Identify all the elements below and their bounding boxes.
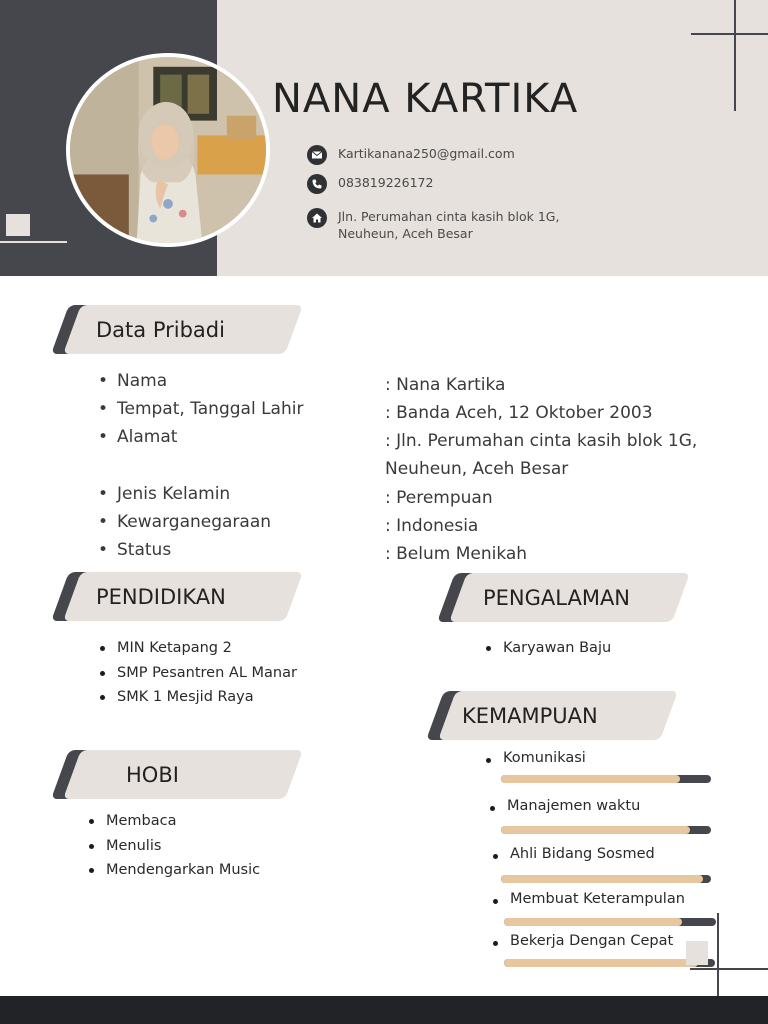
phone-text: 083819226172: [338, 175, 434, 190]
section-heading-kemampuan: [435, 691, 669, 740]
data-pribadi-heading: Data Pribadi: [96, 317, 225, 342]
decorative-crosshair-vertical: [734, 0, 736, 111]
section-heading-hobi: [60, 750, 294, 799]
phone-icon: [307, 174, 327, 194]
skill-bar-fill: [501, 875, 703, 883]
experience-list: [484, 636, 611, 661]
decorative-crosshair-horizontal: [691, 33, 768, 35]
pendidikan-heading: PENDIDIKAN: [96, 584, 226, 609]
personal-label: Tempat, Tanggal Lahir: [117, 399, 304, 419]
list-item: Membaca: [87, 809, 260, 834]
personal-value: : Nana Kartika: [385, 375, 506, 395]
envelope-icon: [307, 145, 327, 165]
home-icon: [307, 208, 327, 228]
skill-bar-fill: [501, 826, 690, 834]
skill-bar: [504, 918, 716, 926]
list-item: Menulis: [87, 834, 260, 859]
skill-bar: [501, 875, 711, 883]
personal-row-ttl: • Tempat, Tanggal Lahir : Banda Aceh, 12 Oktober 2003: [98, 399, 705, 427]
address-line-2: Neuheun, Aceh Besar: [338, 226, 473, 241]
skill-bar: [501, 775, 711, 783]
personal-label: Nama: [117, 371, 168, 391]
section-heading-pengalaman: [446, 573, 681, 622]
list-item: Karyawan Baju: [484, 636, 611, 661]
skill-name: Ahli Bidang Sosmed: [491, 846, 655, 862]
kemampuan-heading: KEMAMPUAN: [462, 703, 598, 728]
personal-row-status: • Status : Belum Menikah: [98, 540, 705, 568]
contact-email: [307, 145, 515, 165]
personal-value: : Belum Menikah: [385, 544, 528, 564]
list-item: Mendengarkan Music: [87, 858, 260, 883]
personal-label: Jenis Kelamin: [117, 484, 231, 504]
personal-row-alamat: • Alamat : Jln. Perumahan cinta kasih blok 1G, Neuheun, Aceh Besar: [98, 427, 705, 483]
footer-bar: [0, 996, 768, 1024]
hobi-heading: HOBI: [126, 762, 179, 787]
personal-label: Status: [117, 540, 172, 560]
section-heading-pendidikan: [60, 572, 294, 621]
personal-label: Alamat: [117, 427, 178, 447]
decorative-square: [6, 214, 30, 236]
skill-name: Komunikasi: [484, 750, 586, 766]
candidate-name: NANA KARTIKA: [272, 76, 579, 122]
list-item: SMP Pesantren AL Manar: [98, 661, 297, 686]
decorative-line: [0, 241, 67, 243]
skill-bar: [504, 959, 715, 967]
contact-address: [307, 208, 568, 242]
pengalaman-heading: PENGALAMAN: [483, 585, 631, 610]
skill-bar-fill: [504, 959, 698, 967]
personal-row-jenis-kelamin: • Jenis Kelamin : Perempuan: [98, 484, 705, 512]
list-item: MIN Ketapang 2: [98, 636, 297, 661]
address-text: [338, 208, 568, 242]
skill-name: Membuat Keterampulan: [491, 891, 685, 907]
personal-value: : Jln. Perumahan cinta kasih blok 1G, Neuheun, Aceh Besar: [385, 431, 698, 479]
skill-bar-fill: [501, 775, 680, 783]
section-heading-data-pribadi: [60, 305, 294, 354]
personal-value: : Banda Aceh, 12 Oktober 2003: [385, 403, 653, 423]
contact-phone: [307, 174, 433, 194]
skill-bar-fill: [504, 918, 682, 926]
personal-row-kewarganegaraan: • Kewarganegaraan : Indonesia: [98, 512, 705, 540]
skill-bar: [501, 826, 711, 834]
skill-name: Bekerja Dengan Cepat: [491, 933, 673, 949]
address-line-1: Jln. Perumahan cinta kasih blok 1G,: [338, 209, 560, 224]
skill-name: Manajemen waktu: [488, 798, 640, 814]
education-list: [98, 636, 297, 710]
email-text: Kartikanana250@gmail.com: [338, 146, 515, 161]
personal-value: : Perempuan: [385, 488, 493, 508]
decorative-crosshair-horizontal: [690, 968, 768, 970]
list-item: SMK 1 Mesjid Raya: [98, 685, 297, 710]
hobby-list: [87, 809, 260, 883]
personal-row-nama: • Nama : Nana Kartika: [98, 371, 705, 399]
decorative-square: [686, 941, 708, 965]
personal-value: : Indonesia: [385, 516, 479, 536]
profile-photo: [66, 53, 270, 247]
personal-label: Kewarganegaraan: [117, 512, 272, 532]
